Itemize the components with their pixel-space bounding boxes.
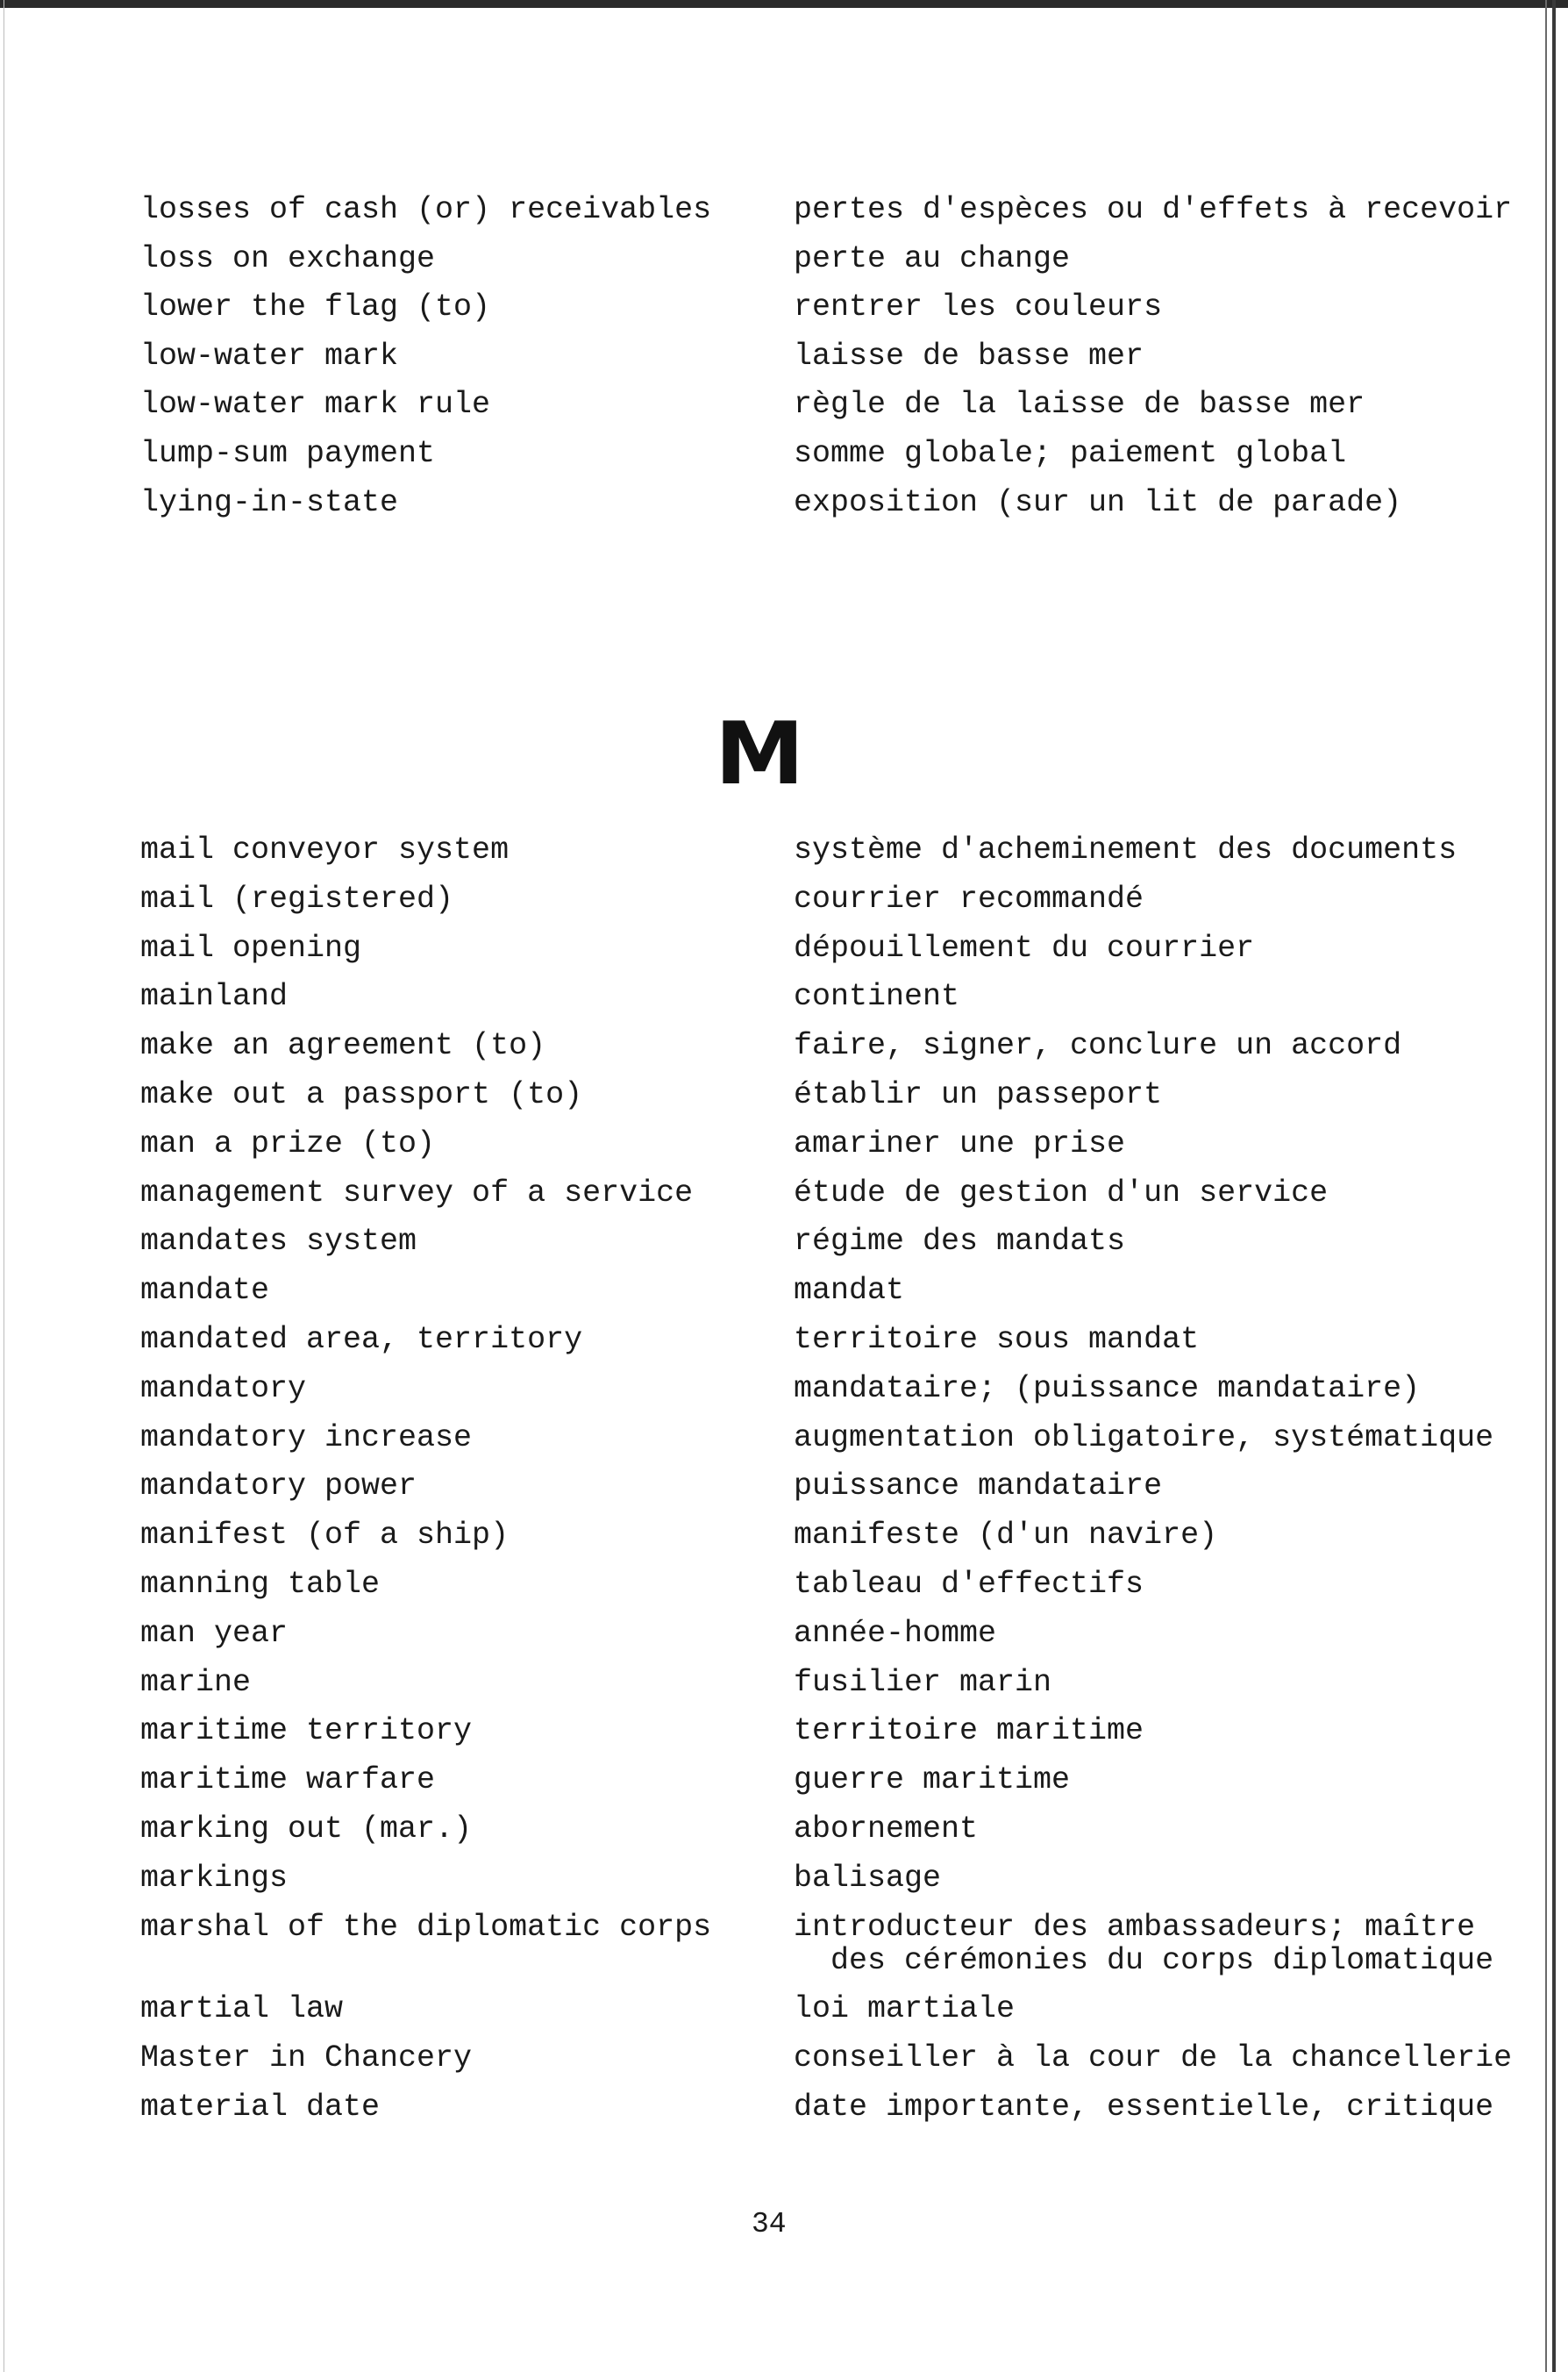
english-term: management survey of a service <box>140 1175 694 1211</box>
english-term: mandatory power <box>140 1468 417 1504</box>
french-translation: continent <box>794 979 960 1015</box>
glossary-entry <box>0 1323 1568 1372</box>
english-term: marshal of the diplomatic corps <box>140 1909 712 1945</box>
french-translation: loi martiale <box>794 1991 1016 2027</box>
glossary-entry <box>0 486 1568 535</box>
scan-top-edge <box>0 0 1568 8</box>
english-term: mandates system <box>140 1224 417 1260</box>
english-term: Master in Chancery <box>140 2040 473 2076</box>
english-term: loss on exchange <box>140 240 436 276</box>
french-translation: système d'acheminement des documents <box>794 832 1458 868</box>
english-term: maritime territory <box>140 1713 473 1749</box>
glossary-entry <box>0 1714 1568 1763</box>
english-term: make an agreement (to) <box>140 1028 546 1064</box>
glossary-entry <box>0 2090 1568 2140</box>
french-translation: règle de la laisse de basse mer <box>794 387 1365 423</box>
glossary-entry <box>0 242 1568 291</box>
french-translation: dépouillement du courrier <box>794 930 1255 966</box>
french-translation: rentrer les couleurs <box>794 289 1163 325</box>
glossary-entry <box>0 1029 1568 1078</box>
french-translation: abornement <box>794 1811 979 1847</box>
french-translation: mandataire; (puissance mandataire) <box>794 1370 1421 1406</box>
glossary-entry <box>0 1568 1568 1617</box>
french-translation: balisage <box>794 1860 942 1896</box>
glossary-entry <box>0 1861 1568 1911</box>
french-translation: mandat <box>794 1273 905 1309</box>
english-term: marine <box>140 1664 252 1700</box>
french-translation: courrier recommandé <box>794 881 1144 917</box>
glossary-entry <box>0 1421 1568 1470</box>
glossary-entry <box>0 1127 1568 1176</box>
french-translation: étude de gestion d'un service <box>794 1175 1329 1211</box>
glossary-entry <box>0 1909 1568 1978</box>
english-term: mail conveyor system <box>140 832 510 868</box>
french-translation: territoire sous mandat <box>794 1322 1200 1357</box>
english-term: mandated area, territory <box>140 1322 583 1357</box>
english-term: mandatory <box>140 1370 307 1406</box>
glossary-entry <box>0 932 1568 981</box>
french-translation: manifeste (d'un navire) <box>794 1518 1218 1554</box>
french-translation: guerre maritime <box>794 1762 1071 1798</box>
french-translation: date importante, essentielle, critique <box>794 2090 1494 2125</box>
french-translation: conseiller à la cour de la chancellerie <box>794 2040 1513 2076</box>
glossary-entry <box>0 339 1568 389</box>
glossary-entry <box>0 1763 1568 1812</box>
glossary-entry <box>0 882 1568 932</box>
page-number: 34 <box>752 2208 787 2240</box>
glossary-entry <box>0 1812 1568 1861</box>
english-term: man a prize (to) <box>140 1125 436 1161</box>
french-translation: année-homme <box>794 1615 997 1651</box>
english-term: make out a passport (to) <box>140 1077 583 1112</box>
french-translation: exposition (sur un lit de parade) <box>794 484 1402 520</box>
english-term: man year <box>140 1615 289 1651</box>
glossary-entry <box>0 1372 1568 1421</box>
french-translation: perte au change <box>794 240 1071 276</box>
english-term: losses of cash (or) receivables <box>140 192 712 227</box>
glossary-entry <box>0 980 1568 1029</box>
glossary-entry <box>0 193 1568 242</box>
glossary-entry <box>0 1666 1568 1715</box>
glossary-entry <box>0 1469 1568 1518</box>
english-term: lower the flag (to) <box>140 289 491 325</box>
glossary-entry <box>0 1078 1568 1127</box>
french-translation: puissance mandataire <box>794 1468 1163 1504</box>
english-term: mainland <box>140 979 289 1015</box>
french-translation: régime des mandats <box>794 1224 1126 1260</box>
french-translation: établir un passeport <box>794 1077 1163 1112</box>
glossary-entry <box>0 1992 1568 2041</box>
glossary-entry <box>0 833 1568 882</box>
glossary-entry <box>0 2041 1568 2090</box>
french-translation: introducteur des ambassadeurs; maître des cérémonies du corps diplomatique <box>794 1909 1494 1978</box>
english-term: lump-sum payment <box>140 436 436 471</box>
french-translation: amariner une prise <box>794 1125 1126 1161</box>
french-translation: pertes d'espèces ou d'effets à recevoir <box>794 192 1513 227</box>
glossary-entry <box>0 1176 1568 1225</box>
english-term: material date <box>140 2090 381 2125</box>
english-term: mandatory increase <box>140 1419 473 1455</box>
french-translation: tableau d'effectifs <box>794 1567 1144 1602</box>
glossary-entry <box>0 1274 1568 1323</box>
french-translation: laisse de basse mer <box>794 338 1144 374</box>
glossary-entry <box>0 388 1568 437</box>
glossary-entry <box>0 1617 1568 1666</box>
english-term: markings <box>140 1860 289 1896</box>
english-term: low-water mark <box>140 338 399 374</box>
french-translation: territoire maritime <box>794 1713 1144 1749</box>
english-term: mail (registered) <box>140 881 454 917</box>
french-translation: somme globale; paiement global <box>794 436 1347 471</box>
glossary-entry <box>0 1518 1568 1568</box>
english-term: maritime warfare <box>140 1762 436 1798</box>
glossary-entry <box>0 290 1568 339</box>
english-term: marking out (mar.) <box>140 1811 473 1847</box>
french-translation: faire, signer, conclure un accord <box>794 1028 1402 1064</box>
english-term: manifest (of a ship) <box>140 1518 510 1554</box>
glossary-entry <box>0 437 1568 486</box>
english-term: mail opening <box>140 930 362 966</box>
english-term: manning table <box>140 1567 381 1602</box>
english-term: low-water mark rule <box>140 387 491 423</box>
english-term: lying-in-state <box>140 484 399 520</box>
glossary-entry <box>0 1225 1568 1274</box>
french-translation: fusilier marin <box>794 1664 1052 1700</box>
french-translation: augmentation obligatoire, systématique <box>794 1419 1494 1455</box>
english-term: mandate <box>140 1273 270 1309</box>
section-letter-heading: M <box>715 704 805 804</box>
english-term: martial law <box>140 1991 344 2027</box>
